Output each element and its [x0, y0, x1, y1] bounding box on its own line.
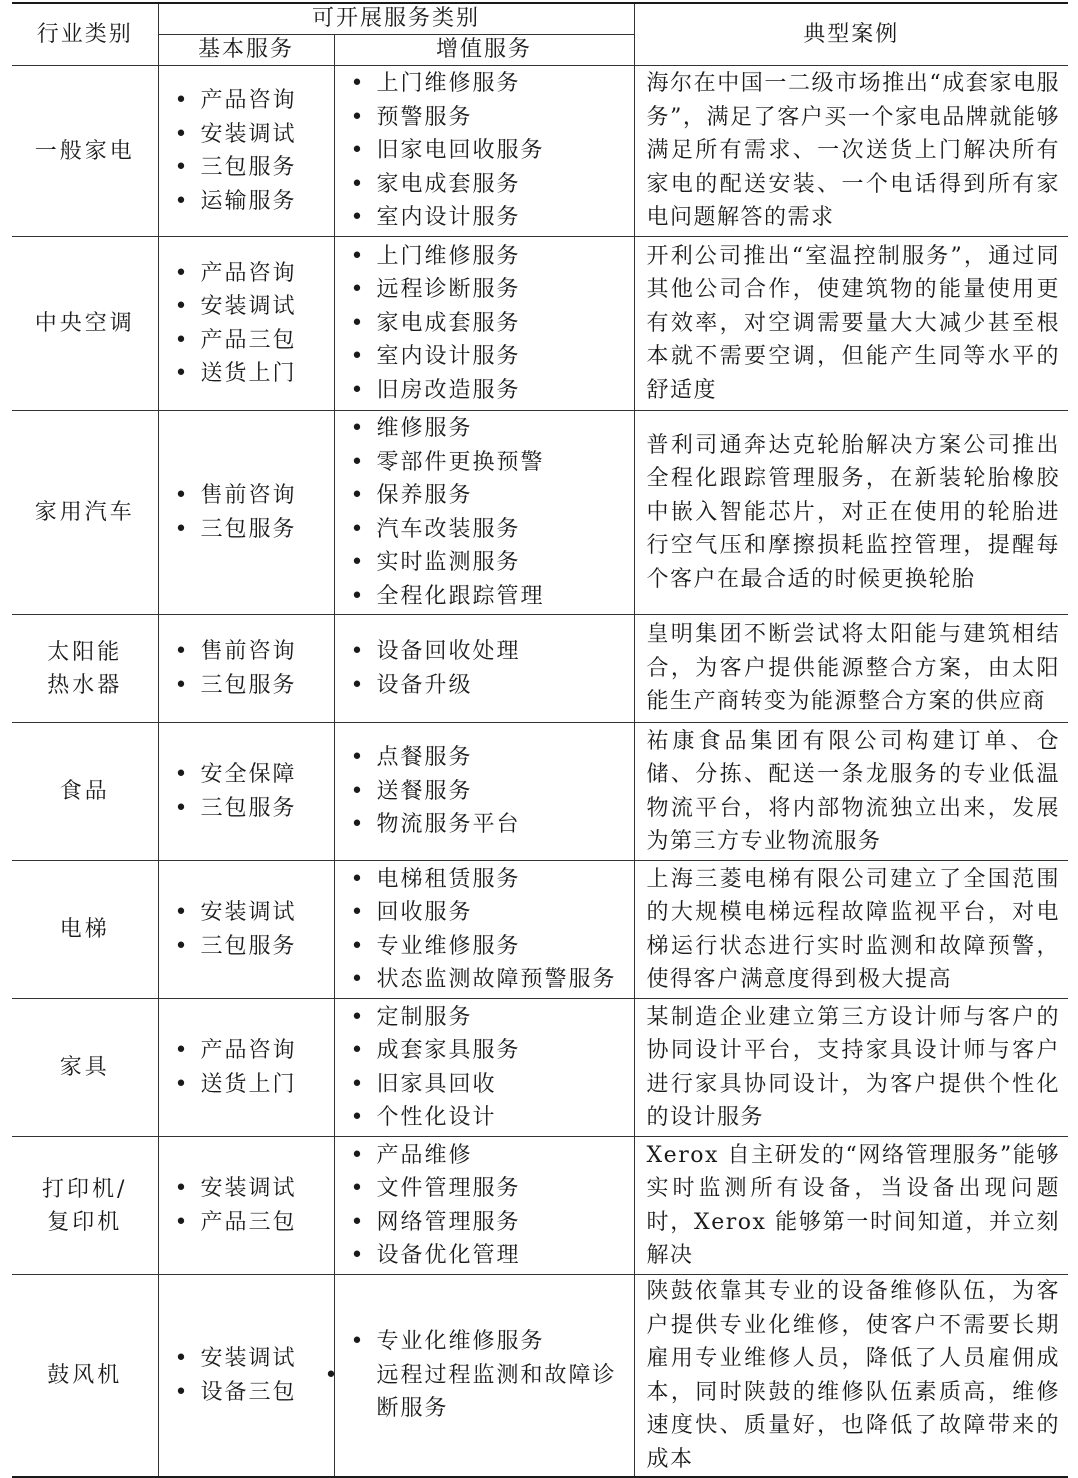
- case-cell: 海尔在中国一二级市场推出“成套家电服务”，满足了客户买一个家电品牌就能够满足所有需求、一次送货上门解决所有家电的配送安装、一个电话得到所有家电问题解答的需求: [634, 66, 1068, 237]
- list-item: [175, 792, 334, 826]
- service-label: 成套家具服务: [376, 1038, 521, 1063]
- bullet-icon: •: [350, 138, 366, 164]
- case-cell: 祐康食品集团有限公司构建订单、仓储、分拣、配送一条龙服务的专业低温物流平台，将内部物流独立出来，发展为第三方专业物流服务: [634, 723, 1068, 861]
- service-label: 保养服务: [376, 483, 473, 508]
- bullet-icon: •: [350, 449, 366, 475]
- bullet-icon: •: [174, 1379, 190, 1405]
- service-label: 安全保障: [200, 762, 297, 787]
- basic-services-list: [175, 758, 334, 825]
- list-item: [175, 1342, 334, 1376]
- table-row: [12, 723, 1068, 861]
- bullet-icon: •: [350, 71, 366, 97]
- bullet-icon: •: [350, 1071, 366, 1097]
- bullet-icon: •: [350, 1209, 366, 1235]
- list-item: [351, 513, 634, 547]
- bullet-icon: •: [350, 967, 366, 992]
- table-row: [12, 237, 1068, 411]
- basic-services-list: [175, 635, 334, 702]
- value-added-services-list: [351, 67, 634, 235]
- bullet-icon: •: [324, 1362, 340, 1388]
- service-label: 设备升级: [376, 672, 473, 698]
- service-label: 三包服务: [200, 795, 297, 821]
- industry-cell: 太阳能 热水器: [12, 615, 158, 723]
- bullet-icon: •: [174, 1038, 190, 1063]
- basic-services-cell: [158, 66, 334, 237]
- service-label: 产品咨询: [200, 260, 297, 286]
- list-item: [175, 1068, 334, 1102]
- table-row: [12, 861, 1068, 999]
- bullet-icon: •: [174, 900, 190, 925]
- service-label: 送货上门: [200, 361, 297, 386]
- list-item: [351, 863, 634, 897]
- bullet-icon: •: [350, 344, 366, 370]
- basic-services-cell: [158, 723, 334, 861]
- list-item: [351, 273, 634, 307]
- basic-services-cell: [158, 1137, 334, 1275]
- bullet-icon: •: [174, 1176, 190, 1201]
- table-row: [12, 999, 1068, 1137]
- service-label: 家电成套服务: [376, 171, 521, 197]
- industry-cell: 电梯: [12, 861, 158, 999]
- service-label: 送餐服务: [376, 778, 473, 804]
- value-added-services-cell: [334, 237, 634, 411]
- table-row: [12, 411, 1068, 615]
- list-item: [351, 240, 634, 274]
- bullet-icon: •: [174, 1346, 190, 1371]
- list-item: [175, 896, 334, 930]
- list-item: [175, 324, 334, 358]
- bullet-icon: •: [350, 171, 366, 197]
- service-label: 设备回收处理: [376, 639, 521, 664]
- service-label: 产品维修: [376, 1142, 473, 1168]
- list-item: [175, 635, 334, 669]
- basic-services-list: [175, 1034, 334, 1101]
- basic-services-cell: [158, 411, 334, 615]
- table-row: [12, 1137, 1068, 1275]
- bullet-icon: •: [350, 639, 366, 664]
- service-label: 安装调试: [200, 900, 297, 925]
- service-label: 产品咨询: [200, 1038, 297, 1063]
- service-label: 个性化设计: [376, 1105, 497, 1130]
- bullet-icon: •: [350, 778, 366, 804]
- header-cases: 典型案例: [634, 3, 1068, 66]
- list-item: [351, 446, 634, 480]
- industry-cell: 家具: [12, 999, 158, 1137]
- list-item: [351, 1101, 634, 1135]
- table-row: [12, 66, 1068, 237]
- case-cell: 上海三菱电梯有限公司建立了全国范围的大规模电梯远程故障监视平台，对电梯运行状态进行实时监测和故障预警，使得客户满意度得到极大提高: [634, 861, 1068, 999]
- basic-services-cell: [158, 615, 334, 723]
- bullet-icon: •: [174, 483, 190, 508]
- list-item: [175, 1172, 334, 1206]
- service-label: 产品三包: [200, 327, 297, 353]
- list-item: [351, 101, 634, 135]
- value-added-services-list: [351, 240, 634, 408]
- list-item: [351, 201, 634, 235]
- bullet-icon: •: [174, 188, 190, 214]
- list-item: [175, 151, 334, 185]
- list-item: [351, 808, 634, 842]
- bullet-icon: •: [174, 260, 190, 286]
- list-item: [351, 963, 634, 997]
- bullet-icon: •: [350, 1243, 366, 1268]
- service-label: 实时监测服务: [376, 550, 521, 575]
- list-item: [351, 67, 634, 101]
- bullet-icon: •: [350, 745, 366, 771]
- value-added-services-list: [324, 1325, 634, 1426]
- basic-services-list: [175, 1172, 334, 1239]
- industry-cell: 家用汽车: [12, 411, 158, 615]
- list-item: [175, 84, 334, 118]
- value-added-services-cell: [334, 411, 634, 615]
- service-label: 旧房改造服务: [376, 377, 521, 403]
- list-item: [351, 1239, 634, 1273]
- service-label: 家电成套服务: [376, 310, 521, 336]
- bullet-icon: •: [174, 1209, 190, 1235]
- list-item: [351, 412, 634, 446]
- bullet-icon: •: [350, 483, 366, 508]
- value-added-services-list: [351, 635, 634, 702]
- bullet-icon: •: [350, 583, 366, 609]
- list-item: [175, 1376, 334, 1410]
- bullet-icon: •: [350, 550, 366, 575]
- value-added-services-cell: [334, 66, 634, 237]
- case-cell: Xerox 自主研发的“网络管理服务”能够实时监测所有设备，当设备出现问题时，Xerox 能够第一时间知道，并立刻解决: [634, 1137, 1068, 1275]
- service-label: 维修服务: [376, 416, 473, 441]
- header-value-added: 增值服务: [334, 35, 634, 66]
- bullet-icon: •: [350, 1142, 366, 1168]
- service-label: 远程诊断服务: [376, 277, 521, 303]
- service-label: 旧家具回收: [376, 1071, 497, 1097]
- value-added-services-cell: [334, 1137, 634, 1275]
- list-item: [351, 307, 634, 341]
- industry-cell: 鼓风机: [12, 1275, 158, 1478]
- service-label: 三包服务: [200, 672, 297, 698]
- case-cell: 普利司通奔达克轮胎解决方案公司推出全程化跟踪管理服务，在新装轮胎橡胶中嵌入智能芯片，对正在使用的轮胎进行空气压和摩擦损耗监控管理，提醒每个客户在最合适的时候更换轮胎: [634, 411, 1068, 615]
- service-label: 电梯租赁服务: [376, 866, 521, 892]
- value-added-services-list: [351, 1139, 634, 1273]
- bullet-icon: •: [350, 516, 366, 542]
- bullet-icon: •: [350, 866, 366, 892]
- service-label: 远程过程监测和故障诊断服务: [376, 1362, 617, 1422]
- service-label: 零部件更换预警: [376, 449, 545, 475]
- bullet-icon: •: [350, 310, 366, 336]
- bullet-icon: •: [350, 900, 366, 925]
- service-label: 物流服务平台: [376, 812, 521, 838]
- service-label: 预警服务: [376, 104, 473, 130]
- list-item: [175, 758, 334, 792]
- service-label: 安装调试: [200, 294, 297, 319]
- header-industry: 行业类别: [12, 3, 158, 66]
- service-label: 旧家电回收服务: [376, 138, 545, 164]
- bullet-icon: •: [350, 933, 366, 959]
- service-label: 专业化维修服务: [376, 1329, 545, 1355]
- bullet-icon: •: [174, 327, 190, 353]
- table-row: [12, 1275, 1068, 1478]
- bullet-icon: •: [174, 294, 190, 319]
- list-item: [351, 546, 634, 580]
- service-table: [12, 2, 1068, 1478]
- bullet-icon: •: [350, 1176, 366, 1201]
- bullet-icon: •: [174, 795, 190, 821]
- bullet-icon: •: [350, 377, 366, 403]
- service-label: 产品三包: [200, 1209, 297, 1235]
- service-label: 售前咨询: [200, 483, 297, 508]
- service-label: 汽车改装服务: [376, 516, 521, 542]
- service-label: 三包服务: [200, 155, 297, 180]
- list-item: [175, 479, 334, 513]
- table-row: [12, 615, 1068, 723]
- bullet-icon: •: [174, 762, 190, 787]
- case-cell: 陕鼓依靠其专业的设备维修队伍，为客户提供专业化维修，使客户不需要长期雇用专业维修人员，降低了人员雇佣成本，同时陕鼓的维修队伍素质高，维修速度快、质量好，也降低了故障带来的成本: [634, 1275, 1068, 1478]
- list-item: [351, 1325, 634, 1359]
- bullet-icon: •: [350, 243, 366, 269]
- list-item: [175, 930, 334, 964]
- service-label: 全程化跟踪管理: [376, 583, 545, 609]
- list-item: [351, 168, 634, 202]
- bullet-icon: •: [174, 516, 190, 542]
- list-item: [175, 513, 334, 547]
- basic-services-cell: [158, 861, 334, 999]
- bullet-icon: •: [350, 1004, 366, 1030]
- basic-services-cell: [158, 1275, 334, 1478]
- list-item: [175, 257, 334, 291]
- service-label: 三包服务: [200, 933, 297, 959]
- value-added-services-cell: [334, 723, 634, 861]
- list-item: [175, 185, 334, 219]
- bullet-icon: •: [174, 155, 190, 180]
- service-label: 定制服务: [376, 1004, 473, 1030]
- bullet-icon: •: [174, 121, 190, 147]
- service-label: 网络管理服务: [376, 1209, 521, 1235]
- service-label: 送货上门: [200, 1071, 297, 1097]
- value-added-services-list: [351, 863, 634, 997]
- service-label: 室内设计服务: [376, 344, 521, 370]
- list-item: [175, 1206, 334, 1240]
- list-item: [175, 1034, 334, 1068]
- bullet-icon: •: [174, 672, 190, 698]
- list-item: [324, 1359, 634, 1426]
- basic-services-list: [175, 84, 334, 218]
- industry-cell: 食品: [12, 723, 158, 861]
- value-added-services-cell: [334, 615, 634, 723]
- service-label: 上门维修服务: [376, 243, 521, 269]
- industry-cell: 一般家电: [12, 66, 158, 237]
- service-label: 专业维修服务: [376, 933, 521, 959]
- bullet-icon: •: [350, 1038, 366, 1063]
- list-item: [351, 340, 634, 374]
- list-item: [351, 930, 634, 964]
- list-item: [351, 374, 634, 408]
- bullet-icon: •: [174, 361, 190, 386]
- value-added-services-list: [351, 741, 634, 842]
- list-item: [351, 741, 634, 775]
- header-basic: 基本服务: [158, 35, 334, 66]
- list-item: [351, 1172, 634, 1206]
- table-body: [12, 66, 1068, 1478]
- list-item: [351, 479, 634, 513]
- service-label: 设备优化管理: [376, 1243, 521, 1268]
- list-item: [351, 1068, 634, 1102]
- service-label: 安装调试: [200, 1346, 297, 1371]
- list-item: [175, 118, 334, 152]
- value-added-services-cell: [334, 861, 634, 999]
- value-added-services-list: [351, 1001, 634, 1135]
- bullet-icon: •: [350, 812, 366, 838]
- case-cell: 皇明集团不断尝试将太阳能与建筑相结合，为客户提供能源整合方案，由太阳能生产商转变为能源整合方案的供应商: [634, 615, 1068, 723]
- service-label: 设备三包: [200, 1379, 297, 1405]
- list-item: [175, 290, 334, 324]
- service-label: 状态监测故障预警服务: [376, 967, 617, 992]
- list-item: [351, 134, 634, 168]
- service-label: 产品咨询: [200, 88, 297, 113]
- service-label: 运输服务: [200, 188, 297, 214]
- list-item: [351, 1139, 634, 1173]
- bullet-icon: •: [350, 672, 366, 698]
- bullet-icon: •: [350, 416, 366, 441]
- service-label: 三包服务: [200, 516, 297, 542]
- basic-services-list: [175, 1342, 334, 1409]
- basic-services-cell: [158, 237, 334, 411]
- service-label: 上门维修服务: [376, 71, 521, 97]
- service-label: 回收服务: [376, 900, 473, 925]
- list-item: [175, 357, 334, 391]
- bullet-icon: •: [350, 277, 366, 303]
- list-item: [351, 580, 634, 614]
- basic-services-list: [175, 257, 334, 391]
- bullet-icon: •: [174, 639, 190, 664]
- list-item: [351, 775, 634, 809]
- list-item: [351, 896, 634, 930]
- value-added-services-list: [351, 412, 634, 613]
- basic-services-list: [175, 896, 334, 963]
- basic-services-list: [175, 479, 334, 546]
- list-item: [351, 1034, 634, 1068]
- case-cell: 开利公司推出“室温控制服务”，通过同其他公司合作，使建筑物的能量使用更有效率，对空调需要量大大减少甚至根本就不需要空调，但能产生同等水平的舒适度: [634, 237, 1068, 411]
- bullet-icon: •: [350, 104, 366, 130]
- basic-services-cell: [158, 999, 334, 1137]
- table-header: [12, 3, 1068, 66]
- service-label: 点餐服务: [376, 745, 473, 771]
- industry-cell: 中央空调: [12, 237, 158, 411]
- list-item: [351, 669, 634, 703]
- list-item: [175, 669, 334, 703]
- value-added-services-cell: [334, 999, 634, 1137]
- service-label: 安装调试: [200, 1176, 297, 1201]
- service-label: 文件管理服务: [376, 1176, 521, 1201]
- bullet-icon: •: [174, 88, 190, 113]
- bullet-icon: •: [350, 1329, 366, 1355]
- case-cell: 某制造企业建立第三方设计师与客户的协同设计平台，支持家具设计师与客户进行家具协同设计，为客户提供个性化的设计服务: [634, 999, 1068, 1137]
- value-added-services-cell: [324, 1275, 634, 1478]
- bullet-icon: •: [350, 205, 366, 231]
- service-label: 安装调试: [200, 121, 297, 147]
- header-service-types: 可开展服务类别: [158, 3, 634, 35]
- service-label: 室内设计服务: [376, 205, 521, 231]
- industry-cell: 打印机/ 复印机: [12, 1137, 158, 1275]
- bullet-icon: •: [350, 1105, 366, 1130]
- list-item: [351, 1001, 634, 1035]
- bullet-icon: •: [174, 933, 190, 959]
- service-label: 售前咨询: [200, 639, 297, 664]
- list-item: [351, 635, 634, 669]
- bullet-icon: •: [174, 1071, 190, 1097]
- list-item: [351, 1206, 634, 1240]
